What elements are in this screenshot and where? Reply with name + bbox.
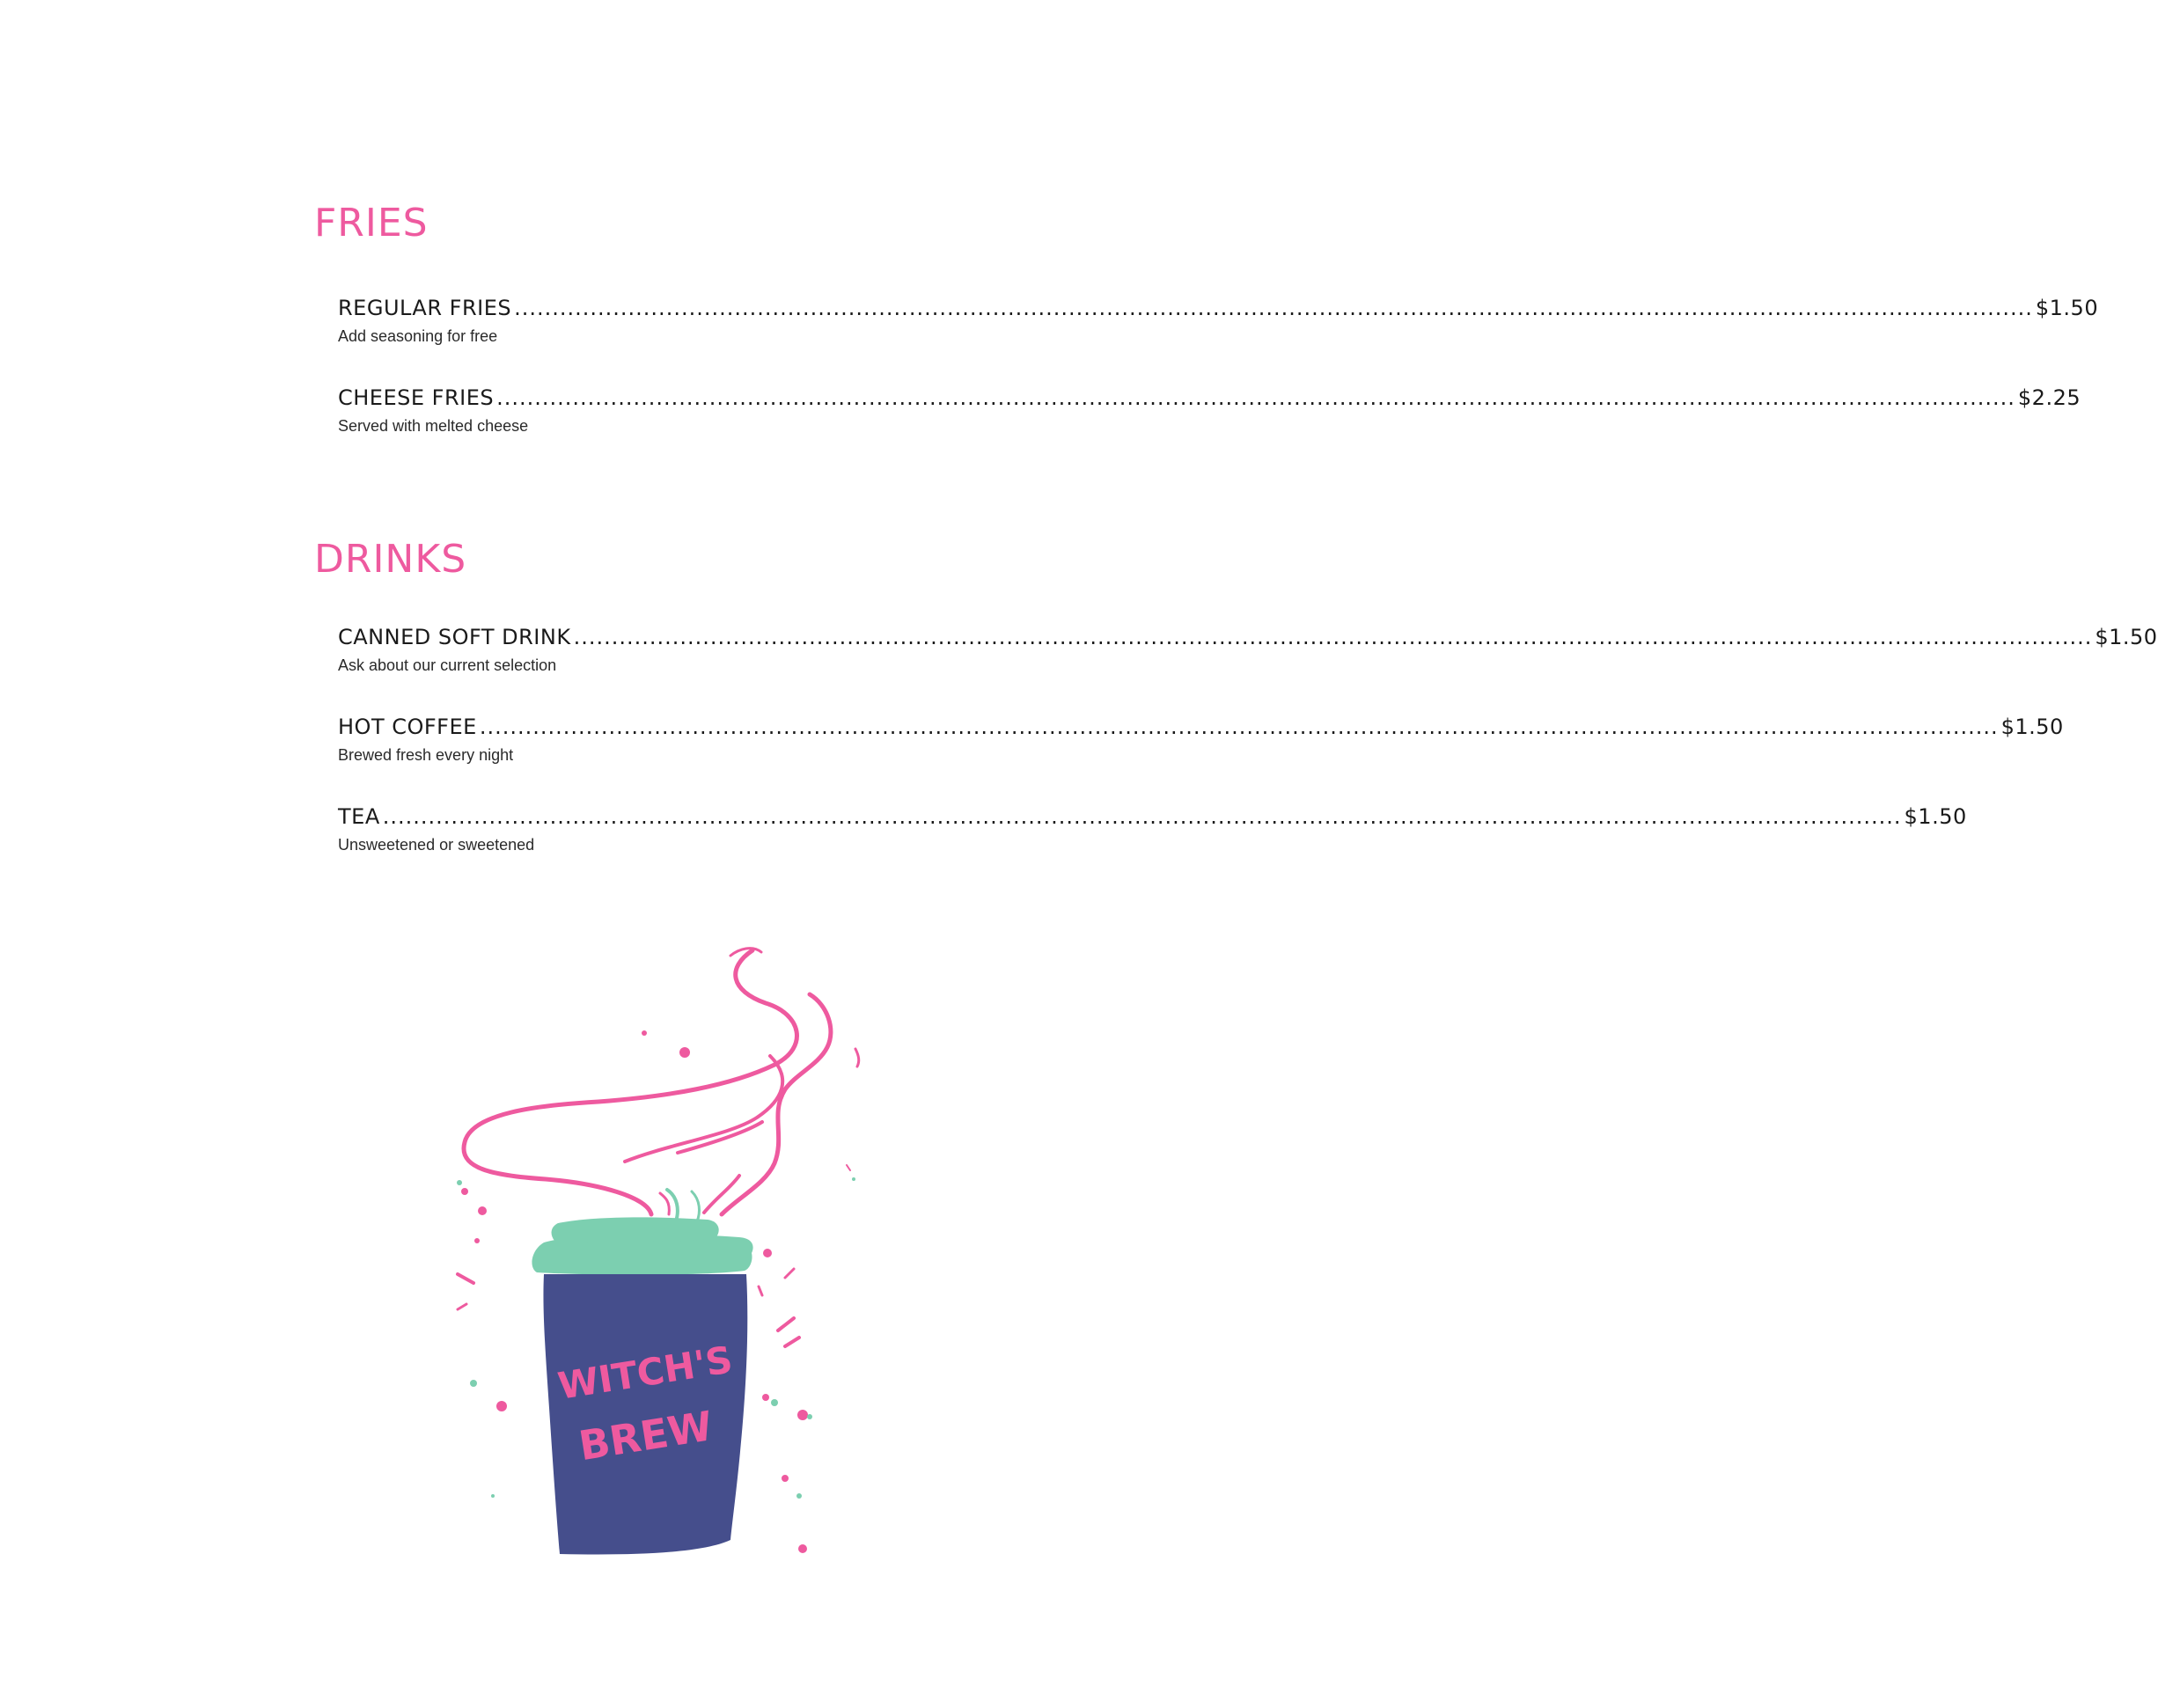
menu-item-cheese-fries <box>338 385 2081 435</box>
steam-swirls <box>464 949 859 1221</box>
menu-item-tea <box>338 804 1967 854</box>
item-description: Unsweetened or sweetened <box>338 836 535 854</box>
menu-item-canned-soft-drink <box>338 625 2158 674</box>
coffee-cup-illustration <box>440 933 880 1566</box>
dot-leader: ........................................................................................................................................................................................................ <box>382 804 1902 829</box>
item-name: CANNED SOFT DRINK <box>338 625 571 649</box>
cup <box>532 1217 752 1554</box>
item-price: $1.50 <box>2035 296 2099 320</box>
item-price: $2.25 <box>2017 385 2081 410</box>
dot-leader: ........................................................................................................................................................................................................ <box>573 625 2093 649</box>
item-name: HOT COFFEE <box>338 715 477 739</box>
section-title-fries: FRIES <box>314 201 429 246</box>
item-description: Served with melted cheese <box>338 417 529 435</box>
section-title-drinks: DRINKS <box>314 537 467 582</box>
cup-lettering-line1: WITCH'S <box>554 1338 736 1408</box>
item-description: Add seasoning for free <box>338 327 498 345</box>
item-price: $1.50 <box>2095 625 2158 649</box>
item-price: $1.50 <box>1904 804 1967 829</box>
dot-leader: ........................................................................................................................................................................................................ <box>496 385 2015 410</box>
item-price: $1.50 <box>2000 715 2064 739</box>
menu-item-hot-coffee <box>338 715 2064 764</box>
item-name: REGULAR FRIES <box>338 296 512 320</box>
dot-leader: ........................................................................................................................................................................................................ <box>479 715 1999 739</box>
item-name: CHEESE FRIES <box>338 385 495 410</box>
item-name: TEA <box>338 804 380 829</box>
cup-lettering-line2: BREW <box>576 1402 716 1470</box>
dot-leader: ........................................................................................................................................................................................................ <box>514 296 2033 320</box>
item-description: Ask about our current selection <box>338 656 557 674</box>
item-description: Brewed fresh every night <box>338 746 514 764</box>
menu-item-regular-fries <box>338 296 2099 345</box>
